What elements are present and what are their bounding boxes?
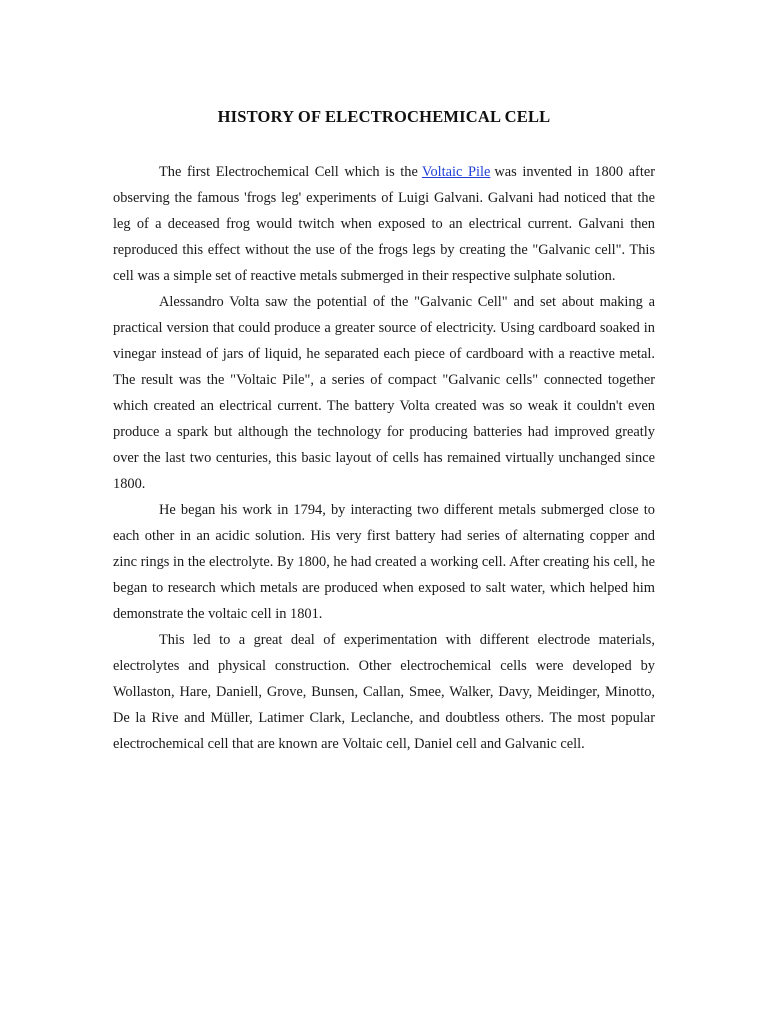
document-title: HISTORY OF ELECTROCHEMICAL CELL <box>217 107 551 126</box>
paragraph-4: This led to a great deal of experimentation with different electrode materials, electrolytes and physical construction. Other electrochemical cells were developed by Wollaston, Hare, Daniell, Grove, Bunsen, Callan, Smee, Walker, Davy, Meidinger, Minotto, De la Rive and Müller, Latimer Clark, Leclanche, and doubtless others. The most popular electrochemical cell that are known are Voltaic cell, Daniel cell and Galvanic cell. <box>113 632 655 752</box>
paragraph-2: Alessandro Volta saw the potential of the "Galvanic Cell" and set about making a practical version that could produce a greater source of electricity. Using cardboard soaked in vinegar instead of jars of liquid, he separated each piece of cardboard with a reactive metal. The result was the "Voltaic Pile", a series of compact "Galvanic cells" connected together which created an electrical current. The battery Volta created was so weak it couldn't even produce a spark but although the technology for producing batteries had improved greatly over the last two centuries, this basic layout of cells has remained virtually unchanged since 1800. <box>113 294 655 492</box>
paragraph-1 <box>113 159 655 289</box>
paragraph-1-text-after-link: was invented in 1800 after observing the famous 'frogs leg' experiments of Luigi Galvani. Galvani had noticed that the leg of a deceased frog would twitch when exposed to an electrical current. Galvani then reproduced this effect without the use of the frogs legs by creating the "Galvanic cell". This cell was a simple set of reactive metals submerged in their respective sulphate solution. <box>113 164 656 284</box>
paragraph-3: He began his work in 1794, by interacting two different metals submerged close to each other in an acidic solution. His very first battery had series of alternating copper and zinc rings in the electrolyte. By 1800, he had created a working cell. After creating his cell, he began to research which metals are produced when exposed to salt water, which helped him demonstrate the voltaic cell in 1801. <box>113 502 655 622</box>
paragraph-1-text-before-link: The first Electrochemical Cell which is the <box>159 164 418 180</box>
document-body <box>113 159 655 757</box>
voltaic-pile-link[interactable]: Voltaic Pile <box>421 164 491 180</box>
